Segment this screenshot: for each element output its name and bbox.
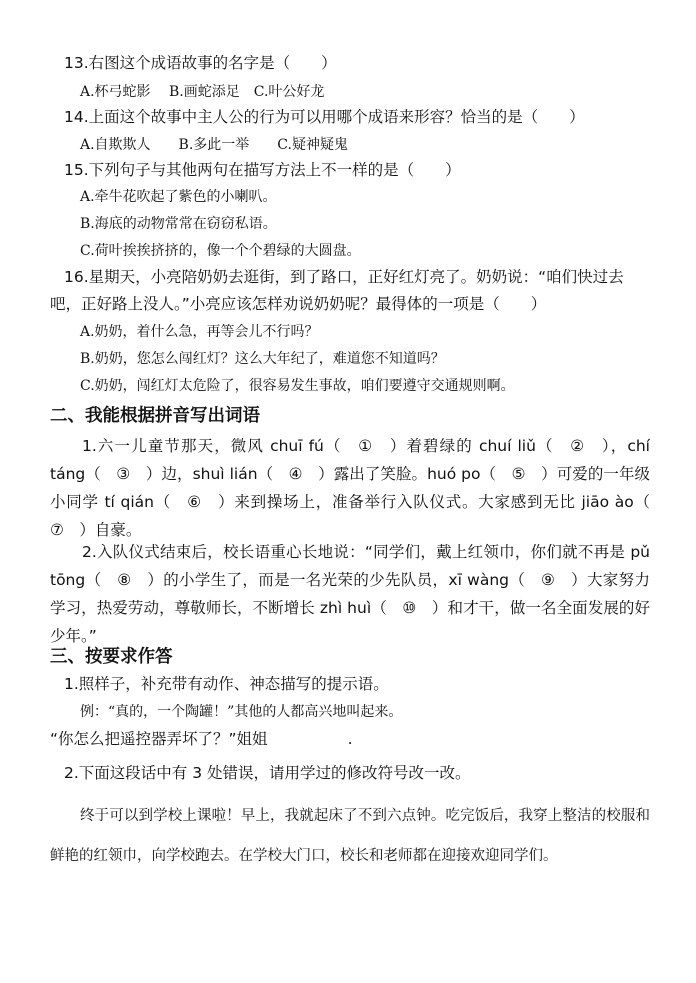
q16-option-c: C.奶奶，闯红灯太危险了，很容易发生事故，咱们要遵守交通规则啊。 — [80, 378, 515, 394]
section3-q2-stem: 2.下面这段话中有 3 处错误，请用学过的修改符号改一改。 — [64, 764, 471, 782]
q15-option-a: A.牵牛花吹起了紫色的小喇叭。 — [80, 189, 277, 205]
task-end-mark: . — [347, 730, 353, 748]
section2-heading: 二、我能根据拼音写出词语 — [50, 406, 260, 426]
q15-option-c: C.荷叶挨挨挤挤的，像一个个碧绿的大圆盘。 — [80, 243, 361, 259]
answer-blank[interactable] — [268, 743, 348, 744]
section3-heading: 三、按要求作答 — [50, 647, 173, 667]
q16-option-b: B.奶奶，您怎么闯红灯？这么大年纪了，难道您不知道吗？ — [80, 351, 445, 367]
q15-stem: 15.下列句子与其他两句在描写方法上不一样的是（ ） — [64, 161, 461, 179]
section3-passage: 终于可以到学校上课啦！早上，我就起床了不到六点钟。吃完饭后，我穿上整洁的校服和鲜艳的红领巾，向学校跑去。在学校大门口，校长和老师都在迎接欢迎同学们。 — [50, 808, 650, 864]
q16-stem-line1: 16.星期天，小亮陪奶奶去逛街，到了路口，正好红灯亮了。奶奶说：“咱们快过去 — [64, 268, 624, 286]
task-sentence: “你怎么把遥控器弄坏了？”姐姐 — [50, 730, 268, 748]
q16-option-a: A.奶奶，着什么急，再等会儿不行吗？ — [80, 324, 319, 340]
section3-q1-task — [50, 728, 353, 750]
section2-paragraph-2: 2.入队仪式结束后，校长语重心长地说：“同学们，戴上红领巾，你们就不再是 pǔ tōng（ ⑧ ）的小学生了，而是一名光荣的少先队员，xī wàng（ ⑨ ）大家努力学习，热爱劳动，尊敬师长，不断增长 zhì huì（ ⑩ ）和才干，做一名全面发展的好少年。” — [50, 543, 650, 645]
q13-stem: 13.右图这个成语故事的名字是（ ） — [64, 54, 337, 72]
q15-option-b: B.海底的动物常常在窃窃私语。 — [80, 216, 277, 232]
section3-q1-example: 例：“真的，一个陶罐！”其他的人都高兴地叫起来。 — [80, 704, 403, 720]
q16-stem-line2: 吧，正好路上没人。”小亮应该怎样劝说奶奶呢？最得体的一项是（ ） — [50, 295, 547, 313]
section3-q1-stem: 1.照样子，补充带有动作、神态描写的提示语。 — [64, 675, 389, 693]
q14-options: A.自欺欺人 B.多此一举 C.疑神疑鬼 — [80, 137, 348, 153]
q13-options: A.杯弓蛇影 B.画蛇添足 C.叶公好龙 — [80, 84, 325, 100]
section2-paragraph-1: 1.六一儿童节那天，微风 chuī fú（ ① ）着碧绿的 chuí liǔ（ ② ），chí táng（ ③ ）边，shuì lián（ ④ ）露出了笑脸。huó po（ ⑤ ）可爱的一年级小同学 tí qián（ ⑥ ）来到操场上，准备举行入队仪式。大家感到无比 jiāo ào（ ⑦ ）自豪。 — [50, 437, 666, 539]
q14-stem: 14.上面这个故事中主人公的行为可以用哪个成语来形容？恰当的是（ ） — [64, 108, 585, 126]
